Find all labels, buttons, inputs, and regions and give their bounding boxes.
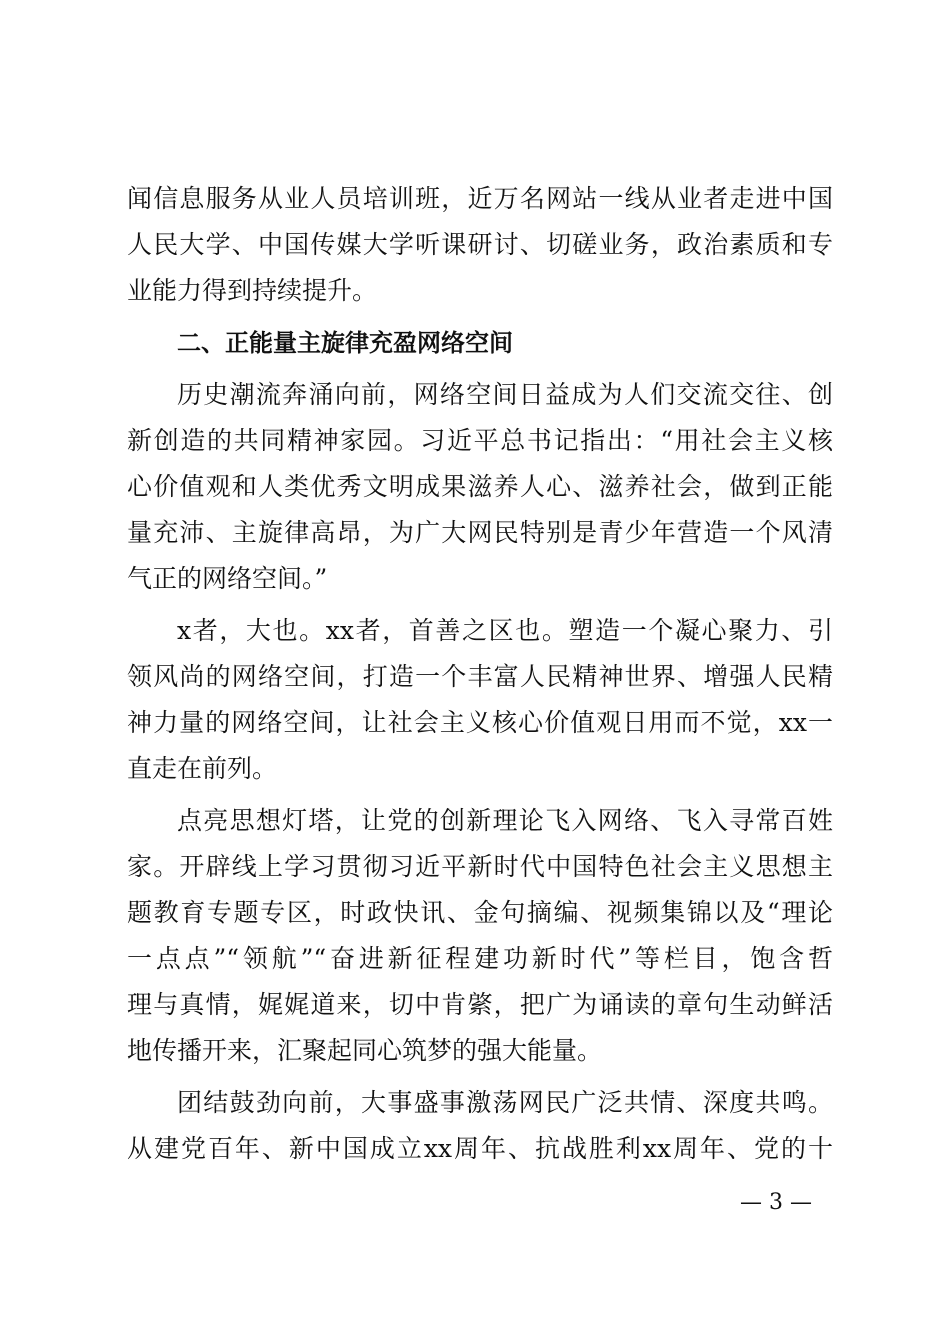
paragraph-line: 从建党百年、新中国成立xx周年、抗战胜利xx周年、党的十 <box>127 1134 833 1163</box>
section-heading: 二、正能量主旋律充盈网络空间 <box>177 329 513 357</box>
paragraph-1 <box>127 176 833 314</box>
paragraph-line: 神力量的网络空间，让社会主义核心价值观日用而不觉，xx一 <box>127 708 833 737</box>
paragraph-line: 领风尚的网络空间，打造一个丰富人民精神世界、增强人民精 <box>127 662 833 691</box>
paragraph-5 <box>127 1080 833 1172</box>
paragraph-line: 历史潮流奔涌向前，网络空间日益成为人们交流交往、创 <box>177 380 833 409</box>
paragraph-line: 家。开辟线上学习贯彻习近平新时代中国特色社会主义思想主 <box>127 852 833 881</box>
paragraph-line: 量充沛、主旋律高昂，为广大网民特别是青少年营造一个风清 <box>127 518 833 547</box>
paragraph-line: 闻信息服务从业人员培训班，近万名网站一线从业者走进中国 <box>127 184 833 213</box>
paragraph-line: 点亮思想灯塔，让党的创新理论飞入网络、飞入寻常百姓 <box>177 806 833 835</box>
paragraph-line: 心价值观和人类优秀文明成果滋养人心、滋养社会，做到正能 <box>127 472 833 501</box>
paragraph-line: 一点点”“领航”“奋进新征程建功新时代”等栏目，饱含哲 <box>127 944 833 973</box>
paragraph-line: 团结鼓劲向前，大事盛事激荡网民广泛共情、深度共鸣。 <box>177 1088 833 1117</box>
paragraph-line: 地传播开来，汇聚起同心筑梦的强大能量。 <box>127 1036 603 1065</box>
paragraph-line: 人民大学、中国传媒大学听课研讨、切磋业务，政治素质和专 <box>127 230 833 259</box>
document-body <box>127 176 833 1178</box>
paragraph-line: 理与真情，娓娓道来，切中肯綮，把广为诵读的章句生动鲜活 <box>127 990 833 1019</box>
paragraph-line: 直走在前列。 <box>127 754 278 783</box>
paragraph-line: 题教育专题专区，时政快讯、金句摘编、视频集锦以及“理论 <box>127 898 833 927</box>
paragraph-4 <box>127 798 833 1074</box>
page-number: — 3 — <box>740 1190 812 1215</box>
paragraph-3 <box>127 608 833 792</box>
paragraph-line: 新创造的共同精神家园。习近平总书记指出：“用社会主义核 <box>127 426 833 455</box>
paragraph-2 <box>127 372 833 602</box>
paragraph-line: 业能力得到持续提升。 <box>127 276 378 305</box>
paragraph-line: 气正的网络空间。” <box>127 564 328 593</box>
paragraph-line: x者，大也。xx者，首善之区也。塑造一个凝心聚力、引 <box>177 616 833 645</box>
